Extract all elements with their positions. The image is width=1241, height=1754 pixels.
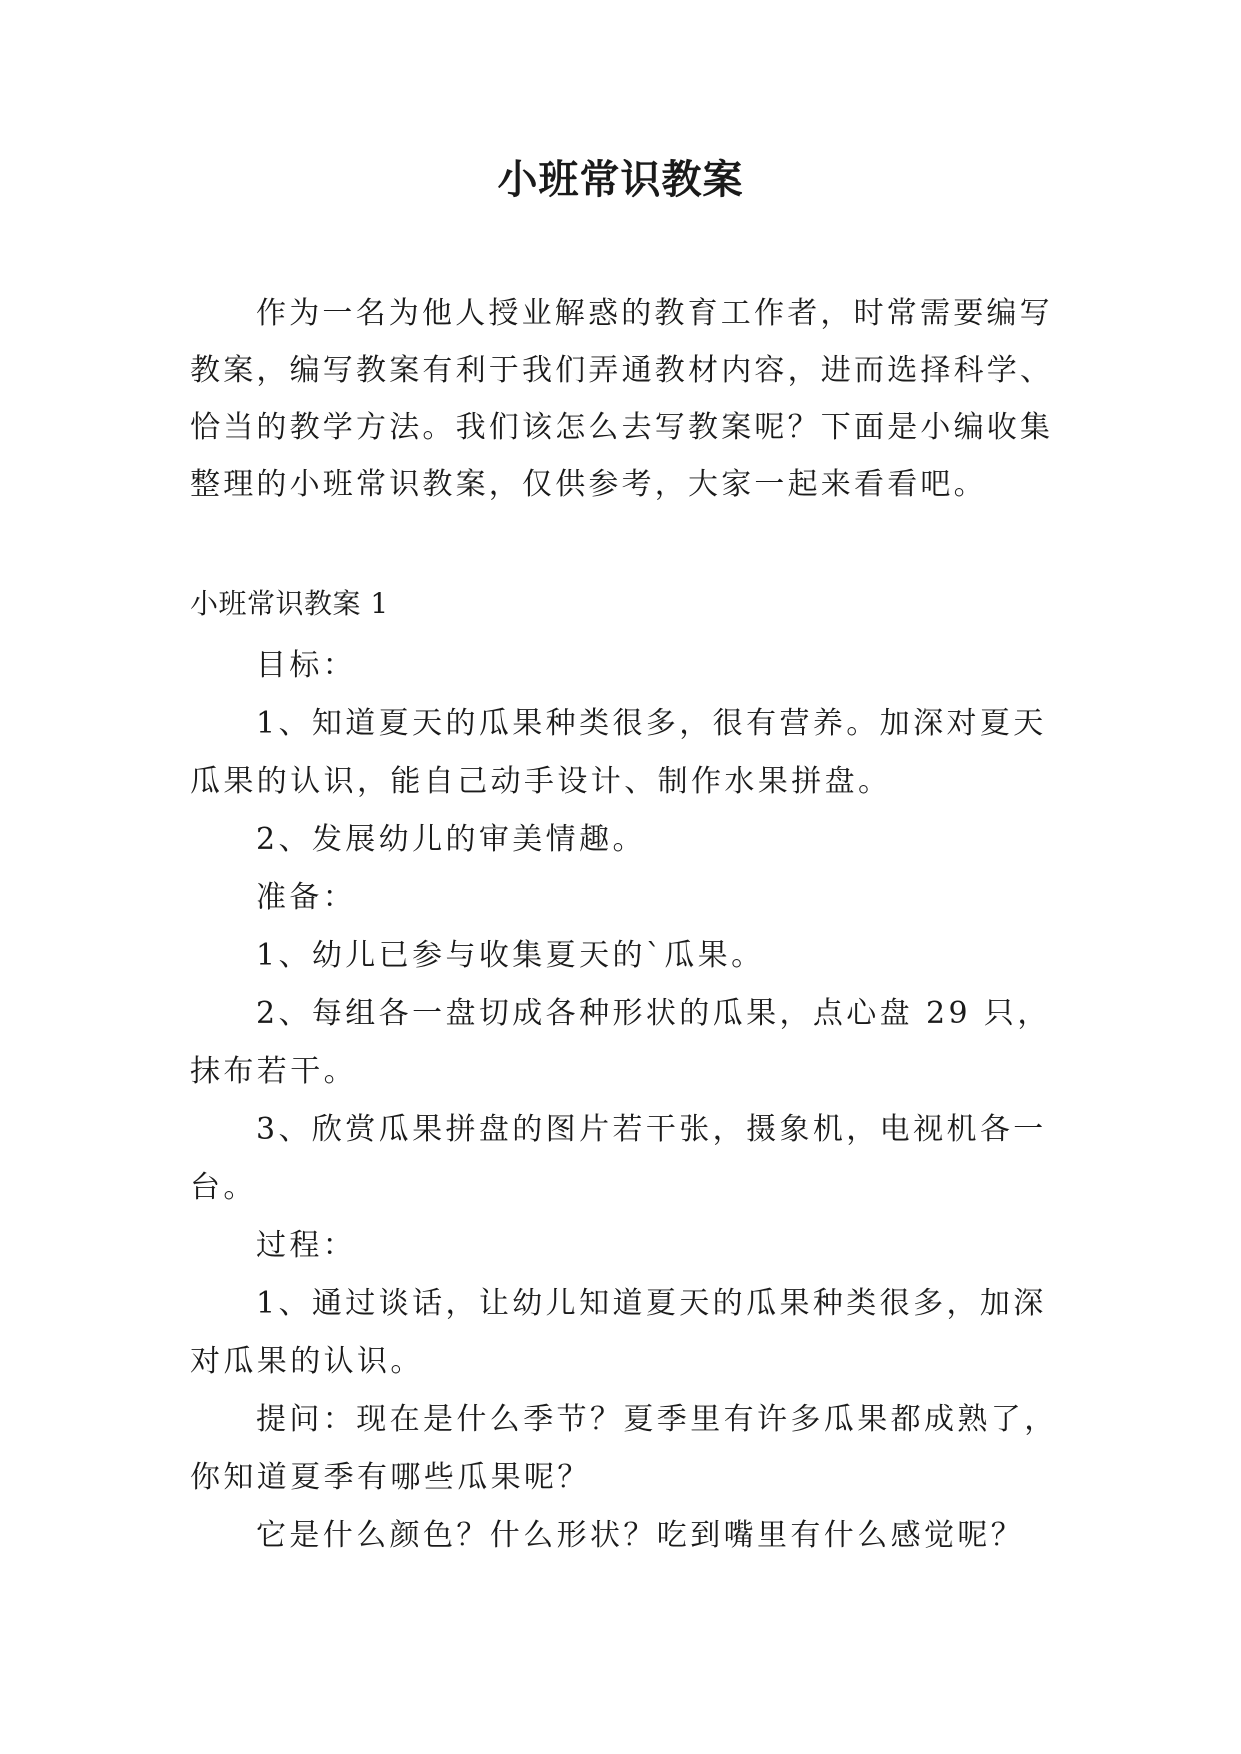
paragraph-goal-1: 1、知道夏天的瓜果种类很多，很有营养。加深对夏天瓜果的认识，能自己动手设计、制作水果拼盘。 (190, 706, 1047, 799)
paragraph-prep-1: 1、幼儿已参与收集夏天的`瓜果。 (256, 938, 765, 973)
paragraph-prep-3: 3、欣赏瓜果拼盘的图片若干张，摄象机，电视机各一台。 (190, 1112, 1047, 1205)
document-title: 小班常识教案 (497, 157, 744, 203)
paragraph-process-1: 1、通过谈话，让幼儿知道夏天的瓜果种类很多，加深对瓜果的认识。 (190, 1286, 1047, 1379)
section-body (190, 637, 1070, 1565)
intro-paragraph: 作为一名为他人授业解惑的教育工作者，时常需要编写教案，编写教案有利于我们弄通教材内容，进而选择科学、恰当的教学方法。我们该怎么去写教案呢？下面是小编收集整理的小班常识教案，仅供参考，大家一起来看看吧。 (190, 296, 1054, 502)
paragraph-goal-heading: 目标： (256, 648, 357, 683)
section-heading: 小班常识教案 1 (190, 587, 389, 620)
paragraph-prep-heading: 准备： (256, 880, 357, 915)
paragraph-question-2: 它是什么颜色？什么形状？吃到嘴里有什么感觉呢？ (256, 1518, 1025, 1553)
paragraph-prep-2: 2、每组各一盘切成各种形状的瓜果，点心盘 29 只，抹布若干。 (190, 996, 1051, 1089)
paragraph-goal-2: 2、发展幼儿的审美情趣。 (256, 822, 646, 857)
paragraph-process-heading: 过程： (256, 1228, 357, 1263)
paragraph-question-1: 提问：现在是什么季节？夏季里有许多瓜果都成熟了，你知道夏季有哪些瓜果呢？ (190, 1402, 1058, 1495)
